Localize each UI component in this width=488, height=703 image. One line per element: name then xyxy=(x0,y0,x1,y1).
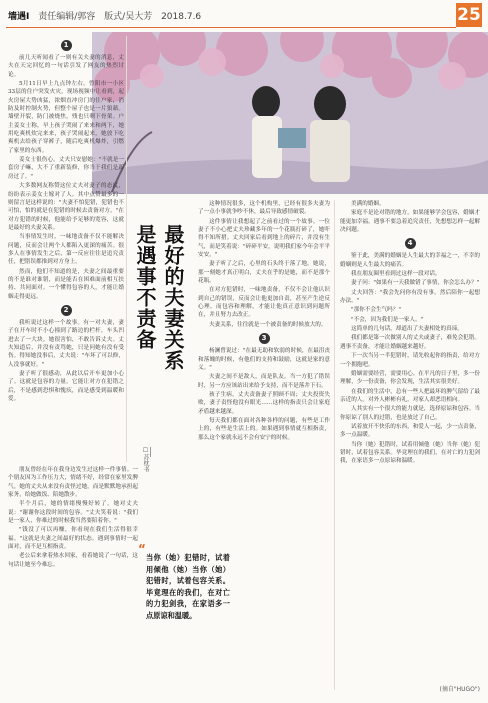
paragraph: 美满的婚姻。 xyxy=(351,201,385,207)
article-title xyxy=(128,224,186,440)
column-1-lower xyxy=(8,466,138,698)
paragraph: 我在朋友圈里看到过这样一段对话。 xyxy=(351,271,441,278)
column-divider xyxy=(334,200,335,690)
paragraph: 在对方犯错时，一味地责备，不仅不会让他认识到自己的错误，反而会让他更加自责，甚至产生逆反心理。而包容和理解，才能让他真正意识到问题所在，并且努力去改正。 xyxy=(198,287,330,319)
page-number: 25 xyxy=(457,5,481,25)
paragraph: 前几天听闻看了一则有关夫妻的消息，丈夫在天完回忆的一句话引发了网友的热烈讨论。 xyxy=(8,55,124,78)
column-4 xyxy=(340,200,480,680)
couple-illustration xyxy=(92,32,488,194)
quote-mark-icon: “ xyxy=(138,542,146,556)
illustration-art xyxy=(92,32,488,194)
header-rule xyxy=(6,27,456,28)
column-1 xyxy=(8,36,124,462)
paragraph: 下一次当另一半犯错时，请先收起你的指责，给对方一个拥抱吧。 xyxy=(340,353,480,368)
paragraph: 半个月后，她的情绪慢慢好转了。她对丈夫说："谢谢你这段时间的包容。"丈夫笑着说："我们是一家人，你难过的时候我当然要陪着你。" xyxy=(8,501,138,525)
page-header xyxy=(0,0,488,30)
paragraph: 姜女士很伤心，丈夫只安慰她："不就是一套房子嘛，大不了重新装修，你当于我们是新房过了。" xyxy=(8,157,124,180)
paragraph: 妻子听了之后，心里的石头终于落了地。她说，那一刻她才真正明白，丈夫在乎的是她，而不是那个花瓶。 xyxy=(198,261,330,285)
paragraph: 妻子听了很感动，从此以后开车更加小心了。这就是包容的力量。它能让对方在犯错之后，不是感到恐惧和愧疚，而是感受到温暖和爱。 xyxy=(8,371,124,403)
section-number-1: 1 xyxy=(61,40,72,51)
paragraph: 这种情况很多，这个机构里，已经有很多夫妻为了一点小事就争吵不休，最后导致感情破裂。 xyxy=(198,201,330,216)
paragraph: 当事情发生时，一味地责备不仅不能解决问题，反而会让两个人都陷入更深的痛苦。很多人在事情发生之后，第一反应往往是追究责任，把错误都推到对方身上。 xyxy=(8,234,124,266)
paragraph: 大多数网友称赞这位丈夫对妻子的态度，纷纷表示姜女士嫁对了人。其中点赞最多的一则留言是这样说的："夫妻不怕犯错，犯错也不可怕，怕的就是在犯错的时候去责备对方。"在对方犯错的时候，他能给予足够的宽容，这就是最好的夫妻关系。 xyxy=(8,183,124,231)
paragraph: 夫妻之间不是敌人，而是队友。当一方犯了错误时，另一方应该站出来给予支持，而不是落井下石。 xyxy=(198,374,330,389)
title-line-1: 最好的夫妻关系 xyxy=(161,224,185,371)
paragraph: 当你（她）犯错时，试着用倾他（她）当你（她）犯错时，试着包容关系。毕竟理在的我们，在对亡的力犯剑我，在家语多一点原谅和温暖。 xyxy=(340,441,480,465)
column-divider xyxy=(126,36,127,462)
paragraph: 杨澜曾说过："在最无助和软弱的时候，在最沮丧和落魄的时候，有他们的支持和鼓励，这就是家的意义。" xyxy=(198,348,330,371)
paragraph: 家庭不是论对错的地方，如果能够学会包容，婚姻才能更加幸福。遇事不要急着追究责任，先想想怎样一起解决问题。 xyxy=(340,210,480,234)
paragraph: 5月11日早上九点钟左右，曾阳市一小区33层的住户突发火灾。现场视频中让看到，起火房屋大势凶猛，浓烟直冲房门的住户家，消防及时控制火势，但整个屋子也是一片狼藉。墙壁开裂，防门被烧焦，残也只剩下骨架。户主姜女士称，早上孩子哭闹了来来和两下，她用吃爽机炊完来来，孩子哭闹起来，她放下吃爽机去给孩子穿裤子，随后吃爽机爆炸，引燃了家里的东西。 xyxy=(8,81,124,154)
header-meta xyxy=(8,9,201,22)
issue-date: 2018.7.6 xyxy=(161,12,202,22)
paragraph: 试着放开不快乐的东西，和爱人一起，少一点责备，多一点温暖。 xyxy=(340,423,480,439)
illustration-caption: (摘自"HUGO") xyxy=(439,686,480,693)
paragraph: 鉴于此，美满的婚姻是人生最大的幸福之一，不幸的婚姻则是人生最大的痛苦。 xyxy=(340,253,480,268)
paragraph: 人其实有一个很大的能力就是，选择原谅和包容。当你原谅了别人的过错，也是放过了自己。 xyxy=(340,406,480,421)
paragraph: 我听说过这样一个故事。有一对夫妻，妻子在开车时不小心撞到了路边的栏杆，车头凹进去了一大块。她很害怕，不敢告诉丈夫。丈夫知道后，并没有责骂她，只是问她有没有受伤。得知她没事后，丈夫说："车坏了可以修，人没事就好。" xyxy=(8,319,124,368)
section-number-2: 2 xyxy=(61,305,72,316)
pull-quote-text: 当你（她）犯错时，试着用倾他（她）当你（她）犯错时，试着包容关系。毕竟理在的我们，在对亡的力犯剑我，在家语多一点原谅和温暖。 xyxy=(146,553,230,620)
paragraph: "钱没了可以再赚，你看现在我们生活得很幸福。"这就是夫妻之间最好的状态。遇到事情时一起面对，而不是互相指责。 xyxy=(8,527,138,551)
title-line-2: 是遇事不责备 xyxy=(133,224,157,350)
paragraph: 夫妻关系，往往就是一个被责备的时候放大的。 xyxy=(209,321,327,328)
paragraph: 朋友曾经在年在我身边发生过这样一件事情。一个朋友因为工作压力大，情绪不好，经常在家里发脾气。她的丈夫从来没有责怪过她，而是默默地承担起家务，给她做饭、陪她散步。 xyxy=(8,467,138,499)
section-name: 墙遇Ⅰ xyxy=(8,12,30,22)
section-number-4: 4 xyxy=(405,238,416,249)
author-byline: ☐苏枕书 xyxy=(142,447,149,472)
layout-credit: 版式/吴大芳 xyxy=(104,12,153,22)
paragraph: 每天我们都在面对各种各样的问题，有些是工作上的，有些是生活上的。如果遇到事情就互相指责，那么这个家就永远不会有安宁的时候。 xyxy=(198,417,330,441)
paragraph: "那你不会生气吗？" xyxy=(351,307,401,314)
paragraph: 老公后来拿着热水回家，看着她说了一句话，这句话让她至今难忘。 xyxy=(8,553,138,568)
paragraph: 婚姻需要经营，需要用心。在平凡的日子里，多一份理解，少一份责备，你会发现，生活其实很美好。 xyxy=(340,370,480,386)
paragraph: 在我们的生活中，总有一些人把最坏的脾气留给了最亲近的人。对外人彬彬有礼，对家人却恶语相向。 xyxy=(340,388,480,403)
paragraph: "不会，因为我们是一家人。" xyxy=(351,316,424,323)
paragraph: 这件事情让我想起了之前看过的一个故事。一位妻子不小心把丈夫珍藏多年的一个花瓶打碎了，她吓得不知所措。丈夫回家后看到地上的碎片，并没有生气，而是笑着说："碎碎平安，说明我们家今年会平平安安。" xyxy=(198,218,330,259)
paragraph: 妻子问："如果有一天我做错了事情，你会怎么办？" xyxy=(351,280,480,287)
editor-credit: 责任编辑/郭容 xyxy=(38,12,96,22)
paragraph: 我们都是第一次做别人的丈夫或妻子，难免会犯错。遇事不责备，才能让婚姻越来越好。 xyxy=(340,335,480,350)
paragraph: 孩子生病，丈夫责备妻子照顾不周；丈夫投资失败，妻子责怪他没有眼光……这样的指责只会让家庭矛盾越来越深。 xyxy=(198,391,330,415)
column-3 xyxy=(198,200,330,698)
paragraph: 然而，他们不知道的是，夫妻之间最重要的不是谁对谁错，而是能否在困难面前相互扶持、共同面对。一个懂得包容的人，才能让婚姻走得更远。 xyxy=(8,268,124,300)
paragraph: 这简单的几句话，却道出了夫妻相处的真谛。 xyxy=(351,326,463,333)
section-number-3: 3 xyxy=(259,333,270,344)
paragraph: 丈夫回答："我会先问你有没有事，然后陪你一起想办法。" xyxy=(340,289,480,305)
